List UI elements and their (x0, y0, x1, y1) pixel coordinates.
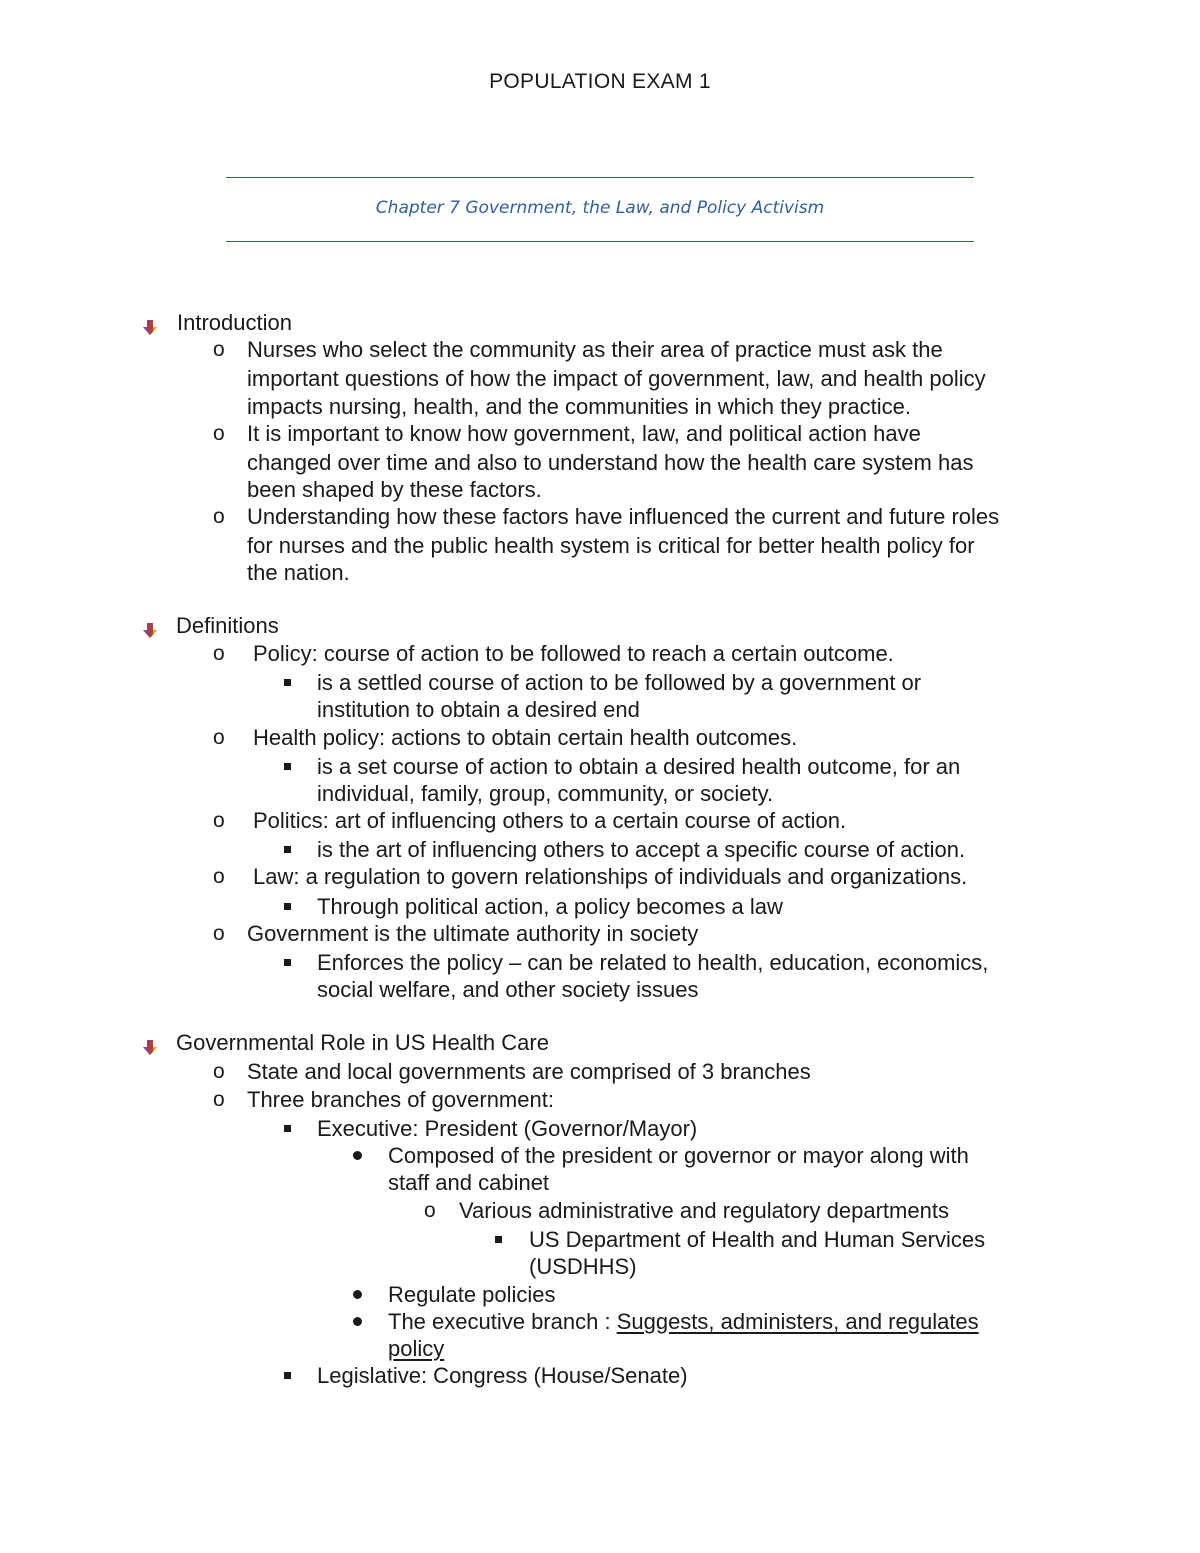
square-bullet-icon (284, 679, 291, 686)
outline-text (388, 1335, 444, 1363)
outline-text (529, 1253, 637, 1281)
circle-bullet-icon: o (213, 726, 225, 749)
outline-text (317, 1362, 688, 1390)
line-text: Health policy: actions to obtain certain health outcomes. (253, 725, 798, 750)
circle-bullet-icon: o (213, 809, 225, 832)
line-text: social welfare, and other society issues (317, 977, 699, 1002)
line-text: is the art of influencing others to accept a specific course of action. (317, 837, 966, 862)
square-bullet-icon (284, 1372, 291, 1379)
outline-text (177, 309, 292, 337)
outline-text (317, 753, 960, 781)
outline-text (247, 476, 542, 504)
square-bullet-icon (284, 903, 291, 910)
outline-text (176, 612, 279, 640)
circle-bullet-icon: o (424, 1199, 436, 1222)
outline-text (317, 836, 965, 864)
line-text: Understanding how these factors have influenced the current and future roles (247, 504, 1000, 529)
outline-text (247, 559, 350, 587)
outline-text (247, 365, 986, 393)
outline-text (317, 949, 988, 977)
outline-text (247, 1086, 554, 1114)
line-text: State and local governments are comprised of 3 branches (247, 1059, 811, 1084)
outline-text (317, 669, 921, 697)
outline-text (253, 863, 967, 891)
outline-text (247, 336, 943, 364)
circle-bullet-icon: o (213, 338, 225, 361)
line-text: Politics: art of influencing others to a certain course of action. (253, 808, 847, 833)
square-bullet-icon (284, 959, 291, 966)
underlined-text: Suggests, administers, and regulates (616, 1309, 979, 1334)
outline-text (317, 780, 773, 808)
outline-text (247, 503, 999, 531)
outline-text (176, 1029, 549, 1057)
underlined-text: policy (388, 1336, 445, 1361)
line-text: Executive: President (Governor/Mayor) (317, 1116, 698, 1141)
line-text: staff and cabinet (388, 1170, 550, 1195)
chapter-rule-top (226, 177, 974, 178)
dot-bullet-icon (353, 1290, 362, 1299)
line-text: is a set course of action to obtain a desired health outcome, for an (317, 754, 961, 779)
line-text: Nurses who select the community as their area of practice must ask the (247, 337, 943, 362)
outline-text (247, 1058, 811, 1086)
circle-bullet-icon: o (213, 865, 225, 888)
line-text: the nation. (247, 560, 350, 585)
circle-bullet-icon: o (213, 1088, 225, 1111)
arrow-bullet-icon (143, 315, 159, 331)
line-text: Policy: course of action to be followed to reach a certain outcome. (253, 641, 894, 666)
line-text: The executive branch : (388, 1309, 617, 1334)
outline-text (317, 1115, 697, 1143)
line-text: Three branches of government: (247, 1087, 554, 1112)
line-text: for nurses and the public health system is critical for better health policy for (247, 533, 975, 558)
line-text: Through political action, a policy becomes a law (317, 894, 783, 919)
line-text: Law: a regulation to govern relationships of individuals and organizations. (253, 864, 968, 889)
square-bullet-icon (284, 1125, 291, 1132)
circle-bullet-icon: o (213, 642, 225, 665)
line-text: important questions of how the impact of government, law, and health policy (247, 366, 986, 391)
line-text: (USDHHS) (529, 1254, 637, 1279)
outline-text (247, 920, 698, 948)
square-bullet-icon (284, 846, 291, 853)
outline-text (253, 724, 797, 752)
outline-text (388, 1169, 549, 1197)
outline-text (247, 532, 975, 560)
line-text: Legislative: Congress (House/Senate) (317, 1363, 688, 1388)
dot-bullet-icon (353, 1317, 362, 1326)
arrow-bullet-icon (143, 618, 159, 634)
outline-text (247, 420, 921, 448)
circle-bullet-icon: o (213, 922, 225, 945)
circle-bullet-icon: o (213, 505, 225, 528)
outline-text (253, 640, 894, 668)
line-text: Governmental Role in US Health Care (176, 1030, 549, 1055)
line-text: Introduction (177, 310, 292, 335)
outline-text (388, 1281, 556, 1309)
line-text: Various administrative and regulatory departments (459, 1198, 949, 1223)
line-text: It is important to know how government, law, and political action have (247, 421, 921, 446)
line-text: Definitions (176, 613, 279, 638)
outline-text (529, 1226, 985, 1254)
outline-text (253, 807, 846, 835)
outline-text (317, 893, 783, 921)
outline-text (317, 696, 640, 724)
line-text: institution to obtain a desired end (317, 697, 640, 722)
outline-text (317, 976, 699, 1004)
circle-bullet-icon: o (213, 422, 225, 445)
page-title: POPULATION EXAM 1 (489, 70, 711, 93)
outline-text (388, 1142, 969, 1170)
line-text: individual, family, group, community, or society. (317, 781, 774, 806)
outline-text (459, 1197, 949, 1225)
outline-text (388, 1308, 979, 1336)
line-text: been shaped by these factors. (247, 477, 542, 502)
square-bullet-icon (284, 763, 291, 770)
line-text: changed over time and also to understand how the health care system has (247, 450, 974, 475)
arrow-bullet-icon (143, 1035, 159, 1051)
line-text: US Department of Health and Human Services (529, 1227, 986, 1252)
dot-bullet-icon (353, 1151, 362, 1160)
square-bullet-icon (495, 1236, 502, 1243)
line-text: Government is the ultimate authority in society (247, 921, 699, 946)
line-text: Composed of the president or governor or mayor along with (388, 1143, 969, 1168)
line-text: is a settled course of action to be followed by a government or (317, 670, 922, 695)
outline-text (247, 393, 911, 421)
chapter-heading: Chapter 7 Government, the Law, and Policy Activism (375, 198, 825, 218)
circle-bullet-icon: o (213, 1060, 225, 1083)
line-text: impacts nursing, health, and the communities in which they practice. (247, 394, 911, 419)
line-text: Regulate policies (388, 1282, 556, 1307)
line-text: Enforces the policy – can be related to health, education, economics, (317, 950, 989, 975)
chapter-rule-bottom (226, 241, 974, 242)
outline-text (247, 449, 973, 477)
